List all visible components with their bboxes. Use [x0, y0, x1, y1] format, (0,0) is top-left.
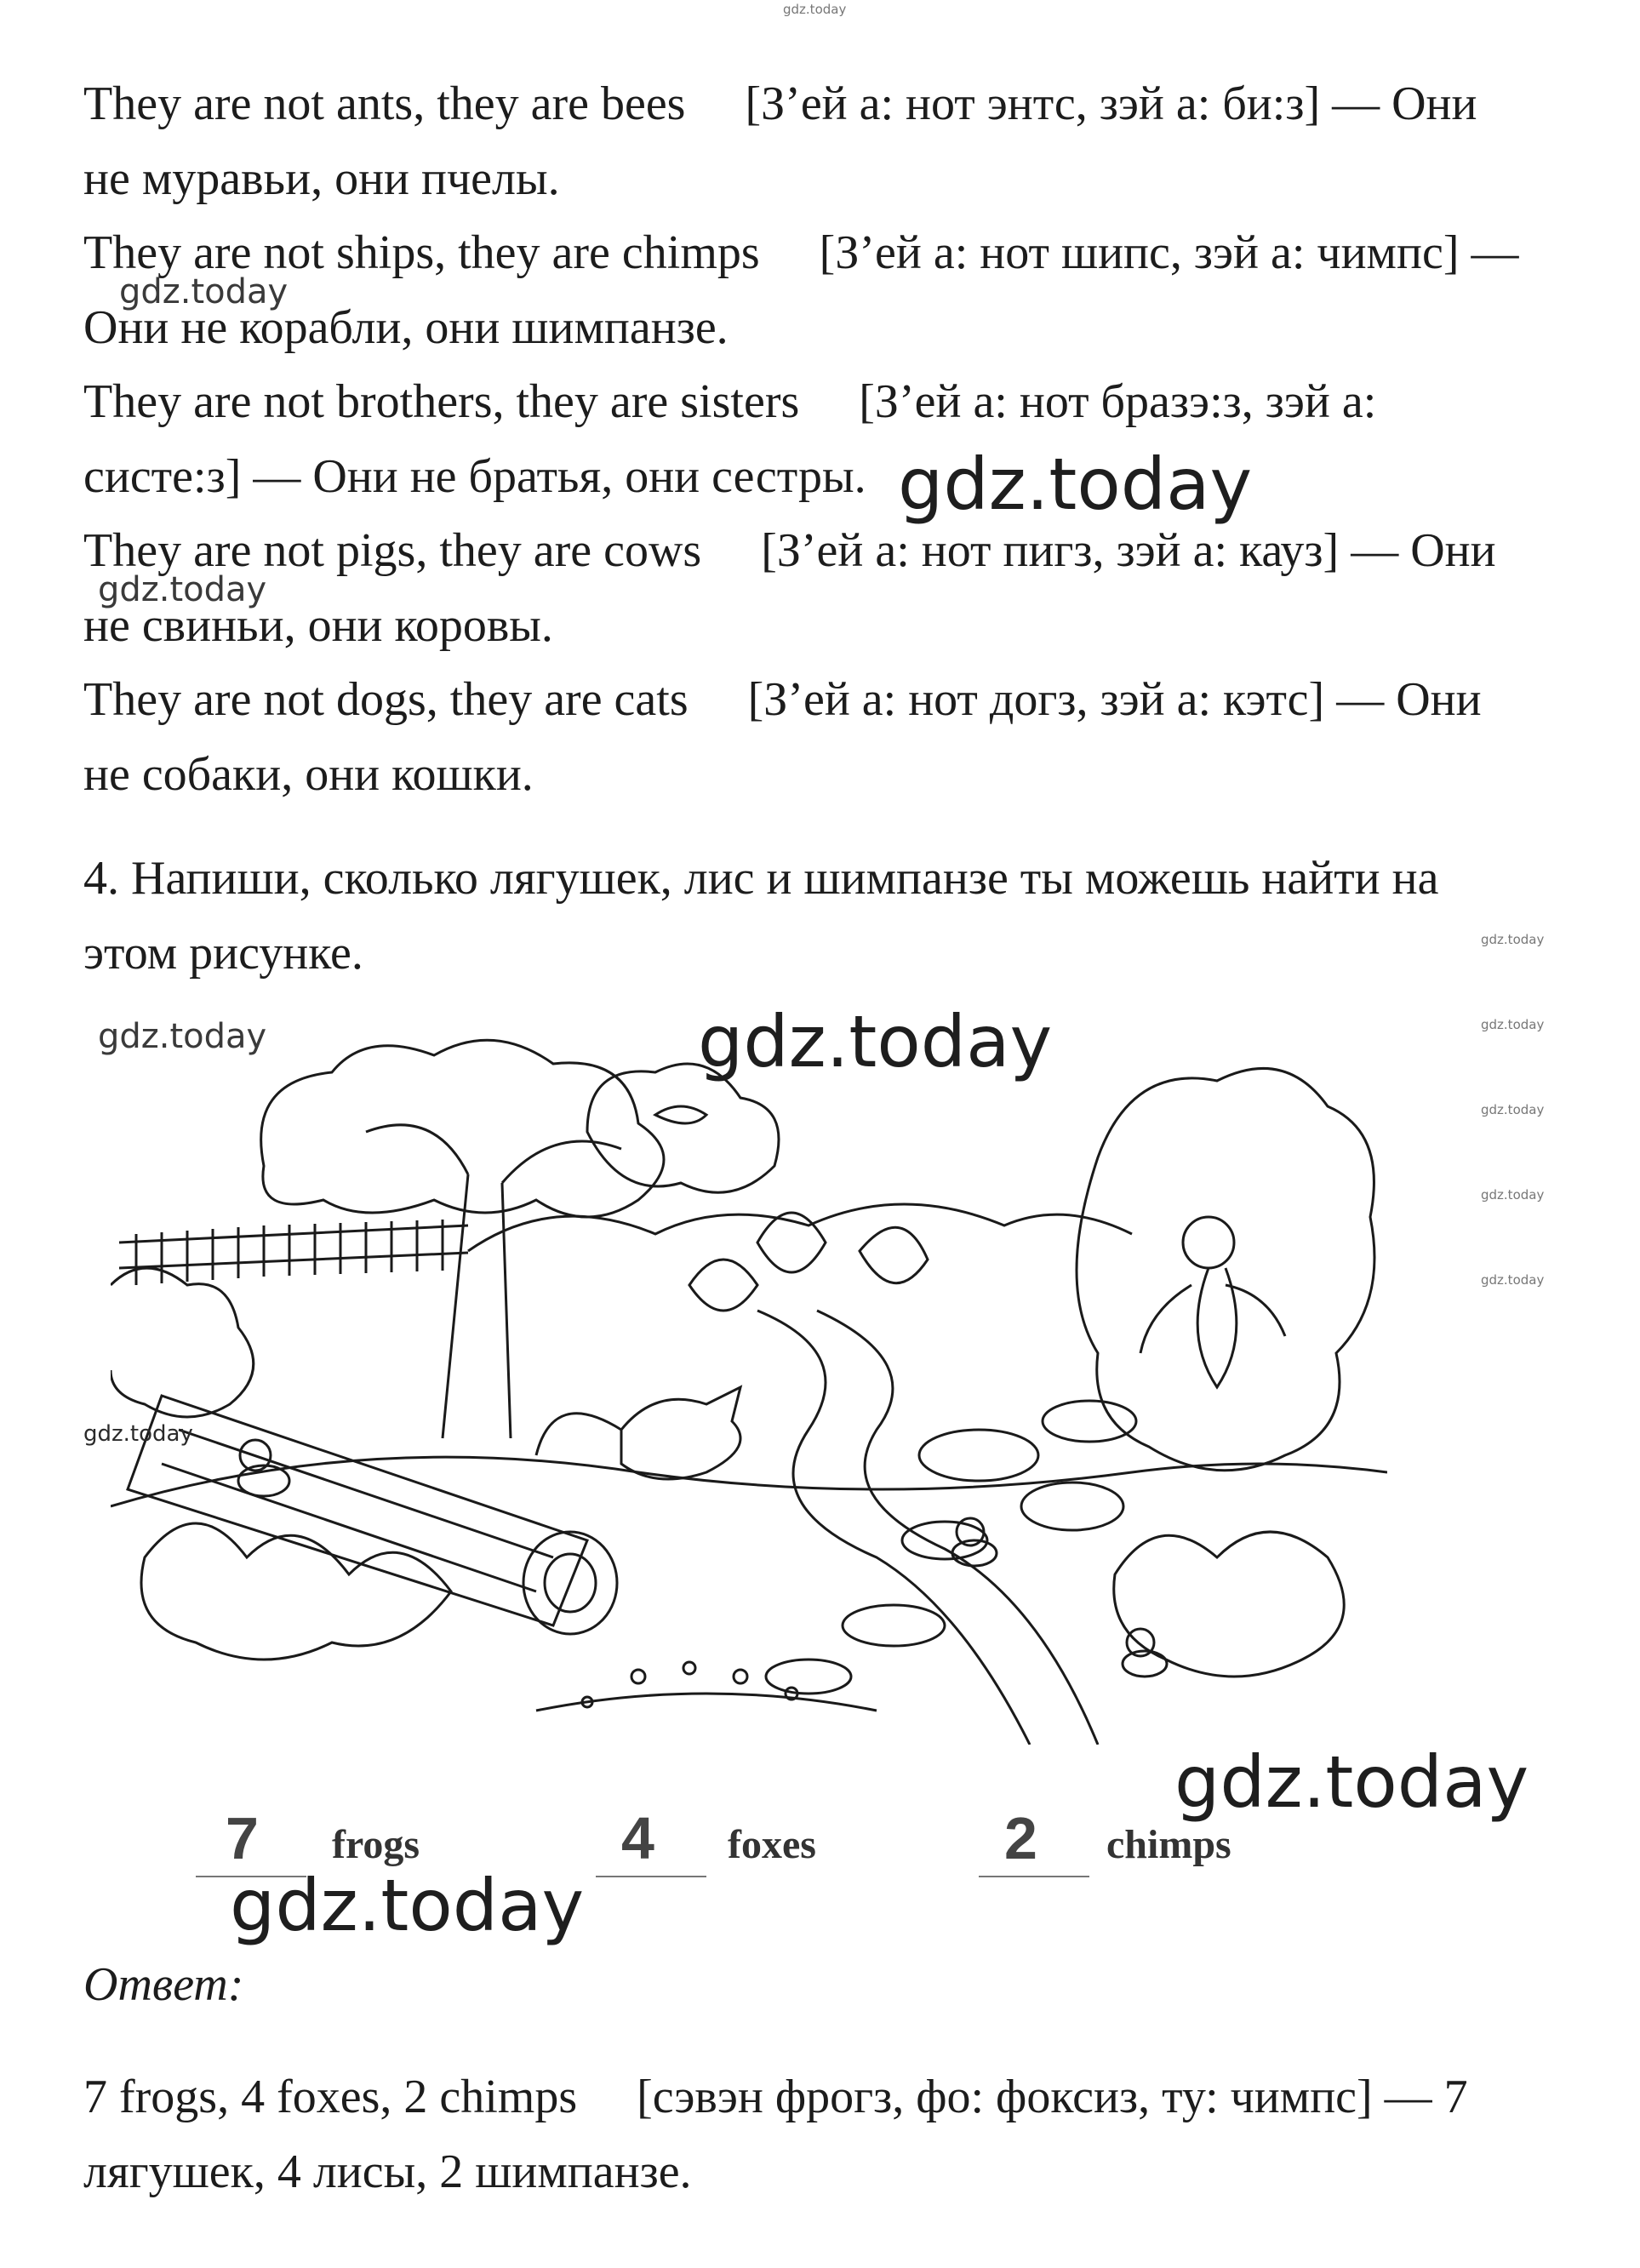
watermark-top: gdz.today — [783, 2, 847, 17]
translation-continued: систе:з] — Они не братья, они сестры. — [83, 450, 866, 503]
watermark: gdz.today — [1481, 932, 1545, 947]
sentence-brothers-sisters — [83, 364, 1581, 514]
english-sentence: They are not pigs, they are cows — [83, 524, 702, 577]
watermark: gdz.today — [1481, 1102, 1545, 1117]
task-line-1: 4. Напиши, сколько лягушек, лис и шимпанзе ты можешь найти на — [83, 852, 1439, 905]
translation-continued: не свиньи, они коровы. — [83, 599, 553, 652]
sentence-dogs-cats — [83, 662, 1581, 812]
english-sentence: They are not brothers, they are sisters — [83, 375, 800, 428]
english-sentence: They are not dogs, they are cats — [83, 673, 689, 726]
answer-english: 7 frogs, 4 foxes, 2 chimps — [83, 2071, 578, 2123]
foxes-count: 4 — [621, 1805, 654, 1871]
english-sentence: They are not ships, they are chimps — [83, 226, 760, 279]
sentence-ants-bees — [83, 66, 1581, 216]
chimps-count: 2 — [1004, 1805, 1037, 1871]
frogs-label: frogs — [332, 1822, 420, 1867]
transcription-translation: [З’ей а: нот шипс, зэй а: чимпс] — — [819, 226, 1519, 279]
watermark: gdz.today — [1481, 1017, 1545, 1032]
foxes-label: foxes — [728, 1822, 816, 1867]
answer-translation-continued: лягушек, 4 лисы, 2 шимпанзе. — [83, 2145, 692, 2198]
sentence-ships-chimps — [83, 215, 1581, 365]
english-sentence: They are not ants, they are bees — [83, 77, 686, 130]
transcription-translation: [З’ей а: нот энтс, зэй а: би:з] — Они — [745, 77, 1477, 130]
answer-underline — [596, 1876, 706, 1877]
watermark: gdz.today — [230, 1864, 585, 1947]
watermark: gdz.today — [119, 272, 289, 311]
watermark: gdz.today — [83, 1421, 193, 1447]
transcription-translation: [З’ей а: нот догз, зэй а: кэтс] — Они — [747, 673, 1482, 726]
translation-continued: Они не корабли, они шимпанзе. — [83, 301, 729, 354]
watermark: gdz.today — [98, 1017, 267, 1056]
task-line-2: этом рисунке. — [83, 927, 363, 980]
task-instruction — [83, 841, 1581, 991]
forest-scene-illustration — [111, 1030, 1387, 1745]
translation-continued: не муравьи, они пчелы. — [83, 152, 560, 205]
frogs-count: 7 — [226, 1805, 259, 1871]
watermark: gdz.today — [1481, 1272, 1545, 1288]
watermark: gdz.today — [1174, 1740, 1529, 1824]
sentence-pigs-cows — [83, 513, 1581, 663]
watermark: gdz.today — [698, 1000, 1053, 1083]
answer-label: Ответ: — [83, 1958, 244, 2011]
watermark: gdz.today — [1481, 1187, 1545, 1203]
answer-text — [83, 2059, 1581, 2209]
chimps-label: chimps — [1106, 1822, 1231, 1867]
transcription-translation: [З’ей а: нот бразэ:з, зэй а: — [859, 375, 1377, 428]
transcription-translation: [З’ей а: нот пигз, зэй а: кауз] — Они — [761, 524, 1496, 577]
answer-underline — [979, 1876, 1089, 1877]
watermark: gdz.today — [898, 443, 1253, 526]
watermark: gdz.today — [98, 570, 267, 609]
answer-transcription: [сэвэн фрогз, фо: фоксиз, ту: чимпс] — 7 — [637, 2071, 1468, 2123]
translation-continued: не собаки, они кошки. — [83, 748, 534, 801]
